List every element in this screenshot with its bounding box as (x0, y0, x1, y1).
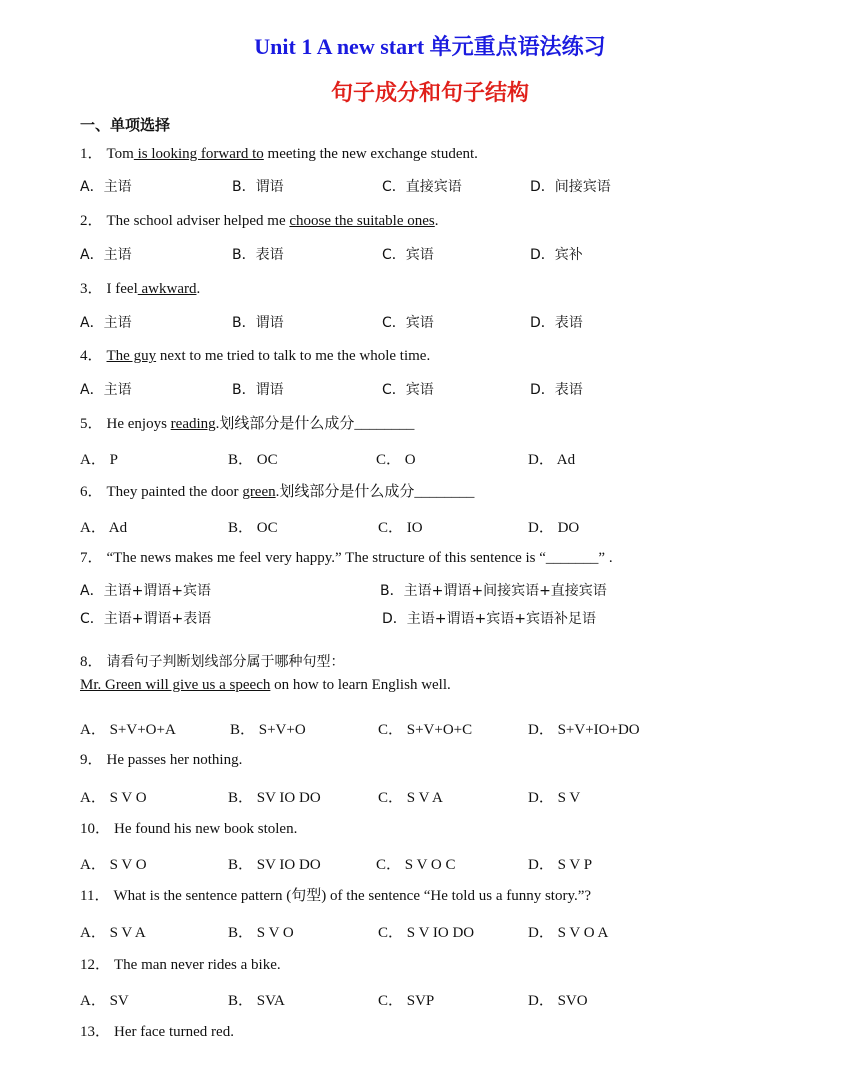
underlined-text: The guy (106, 348, 157, 364)
question-text-end: .划线部分是什么成分________ (275, 484, 475, 500)
option-d[interactable]: D．表语 (530, 315, 583, 331)
question-13 (80, 1020, 234, 1041)
option-a[interactable]: A． P (80, 452, 118, 468)
option-d[interactable]: D． S V (528, 790, 581, 806)
option-c[interactable]: C．直接宾语 (382, 179, 462, 195)
option-c[interactable]: C． S V IO DO (378, 925, 475, 941)
question-11 (80, 884, 591, 905)
question-9 (80, 748, 242, 769)
option-a[interactable]: A． S V A (80, 925, 146, 941)
question-8 (80, 650, 345, 671)
question-text: What is the sentence pattern (句型) of the sentence “He told us a funny story.”? (113, 888, 592, 904)
question-4 (80, 344, 430, 365)
underlined-text: Mr. Green will give us a speech (80, 677, 271, 693)
option-b[interactable]: B． SV IO DO (228, 857, 321, 873)
question-number: 9． (80, 752, 103, 768)
option-c[interactable]: C． SVP (378, 993, 435, 1009)
section-heading: 一、单项选择 (80, 116, 171, 134)
underlined-text: awkward (137, 281, 197, 297)
question-text: 请看句子判断划线部分属于哪种句型： (106, 654, 345, 670)
option-b[interactable]: B． S+V+O (230, 722, 306, 738)
question-number: 12． (80, 957, 111, 973)
option-d[interactable]: D．间接宾语 (530, 179, 611, 195)
question-10 (80, 817, 297, 838)
options-6 (80, 516, 800, 538)
option-c[interactable]: C．主语+谓语+表语 (80, 611, 212, 627)
option-a[interactable]: A． S V O (80, 857, 147, 873)
question-number: 5． (80, 416, 103, 432)
option-c[interactable]: C． IO (378, 520, 423, 536)
question-text: He enjoys (106, 416, 171, 432)
option-d[interactable]: D． S V P (528, 857, 593, 873)
underlined-text: reading (170, 416, 216, 432)
question-text: Her face turned red. (114, 1024, 234, 1040)
question-number: 8． (80, 654, 103, 670)
option-c[interactable]: C． S V O C (376, 857, 456, 873)
question-text: They painted the door (106, 484, 243, 500)
document-subtitle: 句子成分和句子结构 (330, 80, 529, 105)
question-5 (80, 412, 414, 433)
question-7 (80, 546, 613, 567)
options-12 (80, 989, 800, 1011)
option-b[interactable]: B． OC (228, 452, 278, 468)
options-2 (80, 244, 800, 266)
option-d[interactable]: D． SVO (528, 993, 588, 1009)
options-10 (80, 853, 800, 875)
document-title: Unit 1 A new start 单元重点语法练习 (254, 34, 606, 59)
option-d[interactable]: D．主语+谓语+宾语+宾语补足语 (382, 611, 596, 627)
question-text-end: meeting the new exchange student. (263, 146, 478, 162)
question-text: The man never rides a bike. (114, 957, 281, 973)
option-d[interactable]: D．宾补 (530, 247, 583, 263)
option-d[interactable]: D． DO (528, 520, 580, 536)
option-a[interactable]: A．主语 (80, 247, 132, 263)
options-3 (80, 312, 800, 334)
question-number: 6． (80, 484, 103, 500)
question-text: “The news makes me feel very happy.” The structure of this sentence is “_______” . (106, 550, 613, 566)
question-2 (80, 209, 439, 230)
option-c[interactable]: C．宾语 (382, 382, 434, 398)
question-number: 1． (80, 146, 103, 162)
options-1 (80, 176, 800, 198)
question-text: He found his new book stolen. (114, 821, 298, 837)
question-number: 10． (80, 821, 111, 837)
question-number: 7． (80, 550, 103, 566)
option-a[interactable]: A．主语 (80, 315, 132, 331)
options-7-row2 (80, 608, 800, 630)
option-a[interactable]: A．主语+谓语+宾语 (80, 583, 212, 599)
options-4 (80, 379, 800, 401)
question-text-end: .划线部分是什么成分________ (215, 416, 415, 432)
option-a[interactable]: A．主语 (80, 382, 132, 398)
question-number: 4． (80, 348, 103, 364)
question-number: 2． (80, 213, 103, 229)
option-b[interactable]: B．主语+谓语+间接宾语+直接宾语 (380, 583, 607, 599)
option-a[interactable]: A． S+V+O+A (80, 722, 176, 738)
question-12 (80, 953, 281, 974)
question-text: I feel (106, 281, 138, 297)
question-8-sentence (80, 677, 451, 694)
question-text: Tom (106, 146, 134, 162)
question-6 (80, 480, 474, 501)
options-9 (80, 786, 800, 808)
options-5 (80, 448, 800, 470)
option-a[interactable]: A． Ad (80, 520, 128, 536)
underlined-text: green (242, 484, 276, 500)
question-number: 3． (80, 281, 103, 297)
question-text: The school adviser helped me (106, 213, 290, 229)
option-b[interactable]: B．谓语 (232, 315, 284, 331)
question-text-end: on how to learn English well. (270, 677, 451, 693)
question-text-end: next to me tried to talk to me the whole time. (156, 348, 431, 364)
option-b[interactable]: B． OC (228, 520, 278, 536)
option-c[interactable]: C． S V A (378, 790, 443, 806)
option-a[interactable]: A． S V O (80, 790, 147, 806)
question-1 (80, 142, 478, 163)
option-d[interactable]: D．表语 (530, 382, 583, 398)
underlined-text: is looking forward to (133, 146, 264, 162)
option-a[interactable]: A． SV (80, 993, 129, 1009)
option-c[interactable]: C． O (376, 452, 416, 468)
question-3 (80, 277, 200, 298)
option-d[interactable]: D． S V O A (528, 925, 609, 941)
options-8 (80, 718, 800, 740)
option-b[interactable]: B．表语 (232, 247, 284, 263)
question-text: He passes her nothing. (106, 752, 243, 768)
options-11 (80, 921, 800, 943)
option-d[interactable]: D． S+V+IO+DO (528, 722, 640, 738)
option-b[interactable]: B． SV IO DO (228, 790, 321, 806)
option-c[interactable]: C．宾语 (382, 315, 434, 331)
option-b[interactable]: B． SVA (228, 993, 285, 1009)
option-b[interactable]: B．谓语 (232, 179, 284, 195)
option-d[interactable]: D． Ad (528, 452, 576, 468)
underlined-text: choose the suitable ones (289, 213, 435, 229)
option-a[interactable]: A．主语 (80, 179, 132, 195)
question-number: 11． (80, 888, 110, 904)
option-b[interactable]: B．谓语 (232, 382, 284, 398)
options-7-row1 (80, 580, 800, 602)
question-number: 13． (80, 1024, 111, 1040)
option-c[interactable]: C．宾语 (382, 247, 434, 263)
question-text-end: . (434, 213, 439, 229)
option-b[interactable]: B． S V O (228, 925, 294, 941)
option-c[interactable]: C． S+V+O+C (378, 722, 473, 738)
question-text-end: . (196, 281, 201, 297)
